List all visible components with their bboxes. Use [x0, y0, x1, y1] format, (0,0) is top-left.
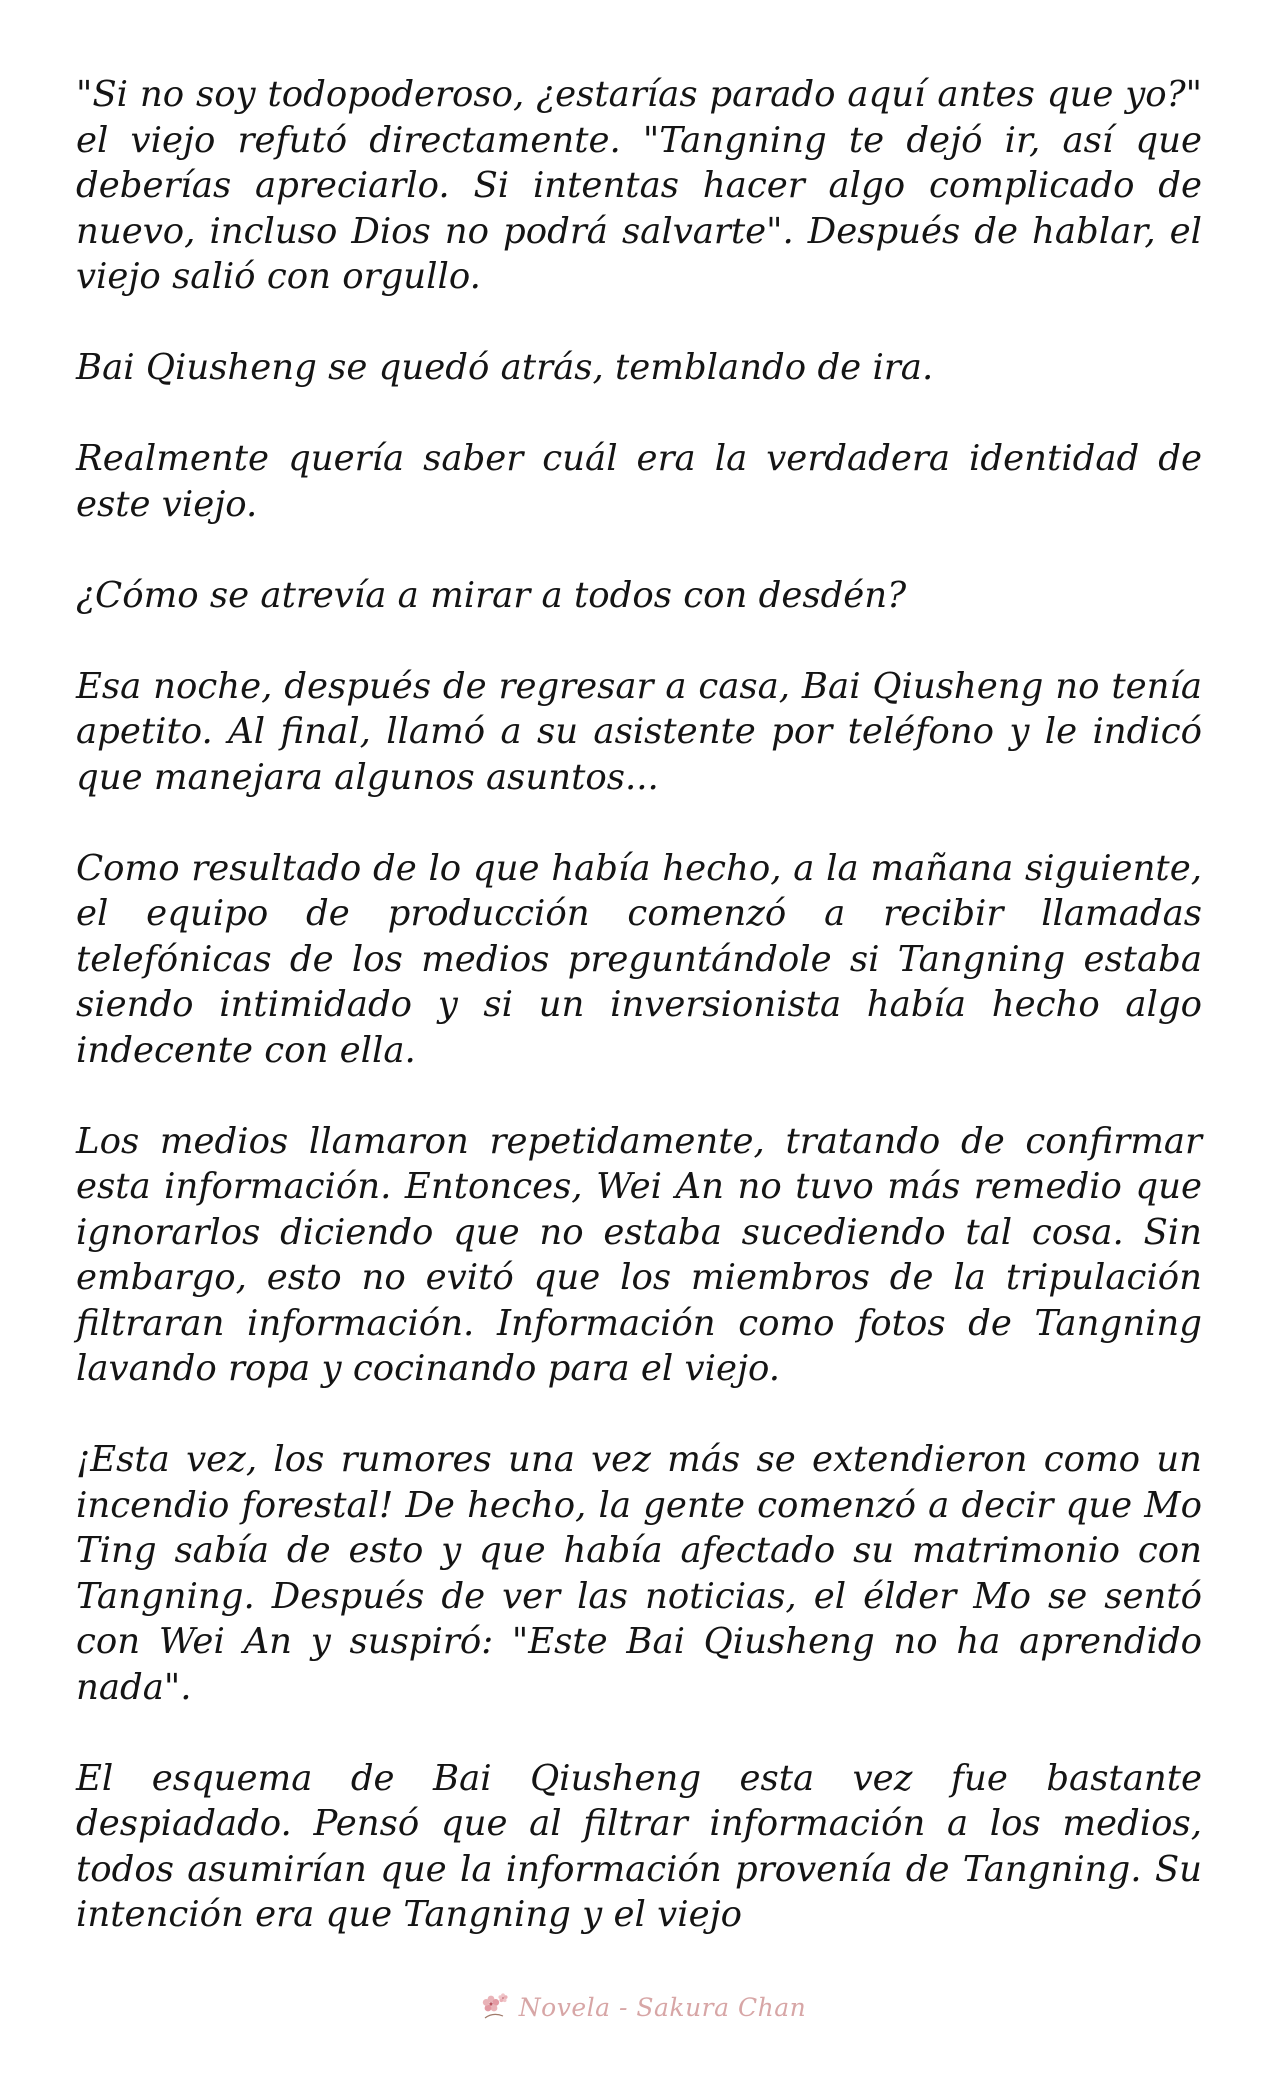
- paragraph: Los medios llamaron repetidamente, tratando de confirmar esta información. Entonces, Wei An no tuvo más remedio que ignorarlos diciendo que no estaba sucediendo tal cosa. Sin embargo, esto no evitó que los miembros de la tripulación filtraran información. Información como fotos de Tangning lavando ropa y cocinando para el viejo.: [76, 1120, 1202, 1389]
- paragraph: Bai Qiusheng se quedó atrás, temblando de ira.: [76, 347, 934, 388]
- paragraph: Como resultado de lo que había hecho, a la mañana siguiente, el equipo de producción comenzó a recibir llamadas telefónicas de los medios preguntándole si Tangning estaba siendo intimidado y si un inversionista había hecho algo indecente con ella.: [76, 847, 1202, 1071]
- paragraph: Realmente quería saber cuál era la verdadera identidad de este viejo.: [76, 438, 1202, 525]
- paragraph: "Si no soy todopoderoso, ¿estarías parado aquí antes que yo?" el viejo refutó directamente. "Tangning te dejó ir, así que deberías apreciarlo. Si intentas hacer algo complicado de nuevo, incluso Dios no podrá salvarte". Después de hablar, el viejo salió con orgullo.: [76, 74, 1202, 297]
- paragraph: El esquema de Bai Qiusheng esta vez fue bastante despiadado. Pensó que al filtrar información a los medios, todos asumirían que la información provenía de Tangning. Su intención era que Tangning y el viejo: [76, 1757, 1202, 1935]
- paragraph: ¡Esta vez, los rumores una vez más se extendieron como un incendio forestal! De hecho, la gente comenzó a decir que Mo Ting sabía de esto y que había afectado su matrimonio con Tangning. Después de ver las noticias, el élder Mo se sentó con Wei An y suspiró: "Este Bai Qiusheng no ha aprendido nada".: [76, 1439, 1202, 1708]
- sakura-flower-icon: [479, 1990, 513, 2024]
- footer-watermark: [0, 1987, 1275, 2027]
- paragraph: ¿Cómo se atrevía a mirar a todos con desdén?: [76, 574, 907, 616]
- watermark-group: [479, 1990, 806, 2024]
- paragraph: Esa noche, después de regresar a casa, Bai Qiusheng no tenía apetito. Al final, llamó a su asistente por teléfono y le indicó que manejara algunos asuntos...: [76, 665, 1202, 798]
- document-body: [76, 72, 1202, 1938]
- watermark-text: Novela - Sakura Chan: [518, 1992, 807, 2022]
